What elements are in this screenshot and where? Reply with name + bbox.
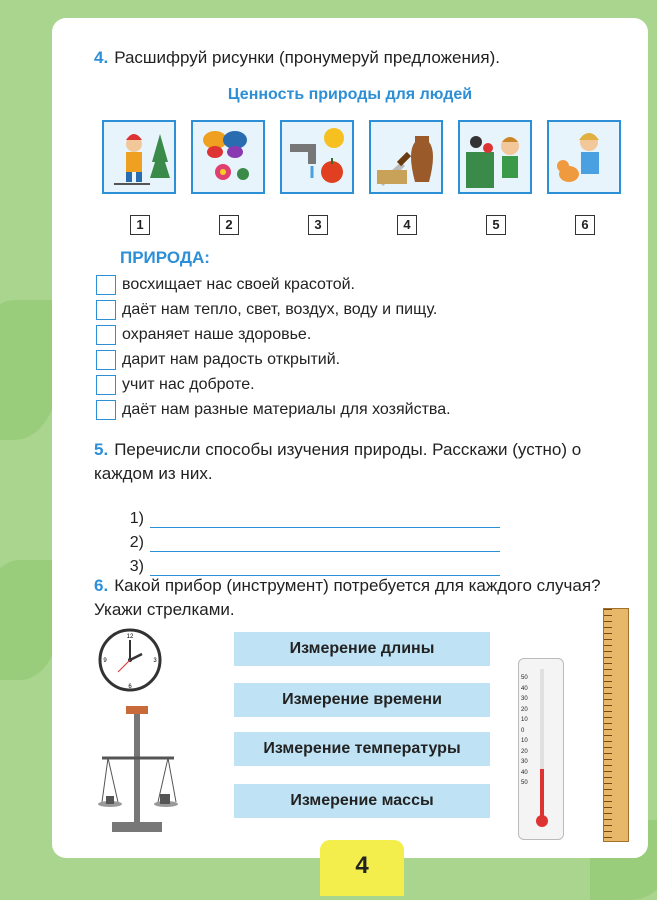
scale-label: 30	[521, 759, 528, 765]
balance-scale-icon[interactable]	[96, 698, 180, 848]
measure-temperature-box[interactable]: Измерение температуры	[234, 732, 490, 766]
task5-question	[94, 438, 628, 486]
scale-label: 30	[521, 696, 528, 702]
statement-item	[96, 322, 451, 347]
answer-line-label: 2)	[129, 534, 144, 551]
task6-number: 6.	[94, 576, 109, 595]
statement-text: дарит нам радость открытий.	[122, 350, 341, 368]
scale-label: 20	[521, 706, 528, 713]
svg-text:3: 3	[153, 658, 157, 664]
page-number: 4	[320, 840, 404, 896]
answer-line[interactable]	[150, 535, 500, 552]
picture-number-6[interactable]: 6	[575, 215, 595, 235]
thermometer[interactable]	[518, 658, 564, 840]
birds-boy-icon	[460, 122, 530, 192]
statement-item	[96, 397, 451, 422]
thermometer-bulb	[536, 815, 548, 827]
svg-text:6: 6	[128, 684, 132, 690]
scale-label: 50	[521, 675, 528, 681]
knife-vase-icon	[371, 122, 441, 192]
statement-list	[96, 272, 451, 422]
answer-checkbox[interactable]	[96, 400, 116, 420]
statement-text: учит нас доброте.	[122, 375, 255, 393]
statement-text: охраняет наше здоровье.	[122, 325, 312, 343]
picture-6	[547, 120, 621, 194]
picture-number-3[interactable]: 3	[308, 215, 328, 235]
workbook-page	[52, 18, 648, 858]
task4-number: 4.	[94, 48, 109, 67]
task6-text: Какой прибор (инструмент) потребуется для каждого случая? Укажи стрелками.	[94, 576, 601, 619]
decorative-leaf	[0, 560, 60, 680]
answer-lines	[124, 504, 500, 576]
statement-text: восхищает нас своей красотой.	[122, 275, 355, 293]
task6-question	[94, 574, 628, 622]
scale-label: 50	[521, 780, 528, 786]
answer-line-label: 1)	[129, 510, 144, 527]
answer-line-row	[124, 504, 500, 528]
picture-4	[369, 120, 443, 194]
picture-number-2[interactable]: 2	[219, 215, 239, 235]
answer-line[interactable]	[150, 511, 500, 528]
measure-time-box[interactable]: Измерение времени	[234, 683, 490, 717]
scale-label: 0	[521, 727, 525, 734]
measure-mass-box[interactable]: Измерение массы	[234, 784, 490, 818]
task5-text: Перечисли способы изучения природы. Расскажи (устно) о каждом из них.	[94, 440, 582, 483]
faucet-sun-apple-icon	[282, 122, 352, 192]
answer-checkbox[interactable]	[96, 300, 116, 320]
ruler-icon[interactable]	[603, 608, 629, 842]
decorative-leaf	[0, 300, 60, 440]
statement-item	[96, 372, 451, 397]
task4-text: Расшифруй рисунки (пронумеруй предложения).	[114, 48, 500, 67]
girl-kitten-icon	[549, 122, 619, 192]
task4-question	[94, 46, 628, 70]
svg-text:9: 9	[103, 658, 107, 664]
statement-text: даёт нам разные материалы для хозяйства.	[122, 400, 451, 418]
answer-line-row	[124, 552, 500, 576]
scale-label: 40	[521, 769, 528, 776]
picture-number-5[interactable]: 5	[486, 215, 506, 235]
answer-checkbox[interactable]	[96, 275, 116, 295]
picture-5	[458, 120, 532, 194]
picture-1	[102, 120, 176, 194]
answer-line-row	[124, 528, 500, 552]
picture-number-1[interactable]: 1	[130, 215, 150, 235]
task5-number: 5.	[94, 440, 109, 459]
clock-icon[interactable]	[98, 628, 162, 692]
scale-label: 40	[521, 685, 528, 692]
svg-text:12: 12	[126, 634, 134, 640]
measure-length-box[interactable]: Измерение длины	[234, 632, 490, 666]
winter-skier-icon	[104, 122, 174, 192]
thermometer-scale-left	[521, 673, 528, 789]
scale-label: 10	[521, 738, 528, 744]
scale-label: 10	[521, 717, 528, 723]
picture-3	[280, 120, 354, 194]
statement-item	[96, 347, 451, 372]
statement-item	[96, 297, 451, 322]
scale-label: 20	[521, 748, 528, 755]
answer-line-label: 3)	[129, 558, 144, 575]
statement-item	[96, 272, 451, 297]
picture-number-4[interactable]: 4	[397, 215, 417, 235]
priroda-heading: ПРИРОДА:	[120, 248, 210, 267]
butterfly-flower-icon	[193, 122, 263, 192]
picture-2	[191, 120, 265, 194]
statement-text: даёт нам тепло, свет, воздух, воду и пищу.	[122, 300, 438, 318]
answer-checkbox[interactable]	[96, 350, 116, 370]
thermometer-mercury	[540, 769, 544, 819]
answer-checkbox[interactable]	[96, 375, 116, 395]
task4-subtitle: Ценность природы для людей	[227, 86, 473, 103]
answer-checkbox[interactable]	[96, 325, 116, 345]
